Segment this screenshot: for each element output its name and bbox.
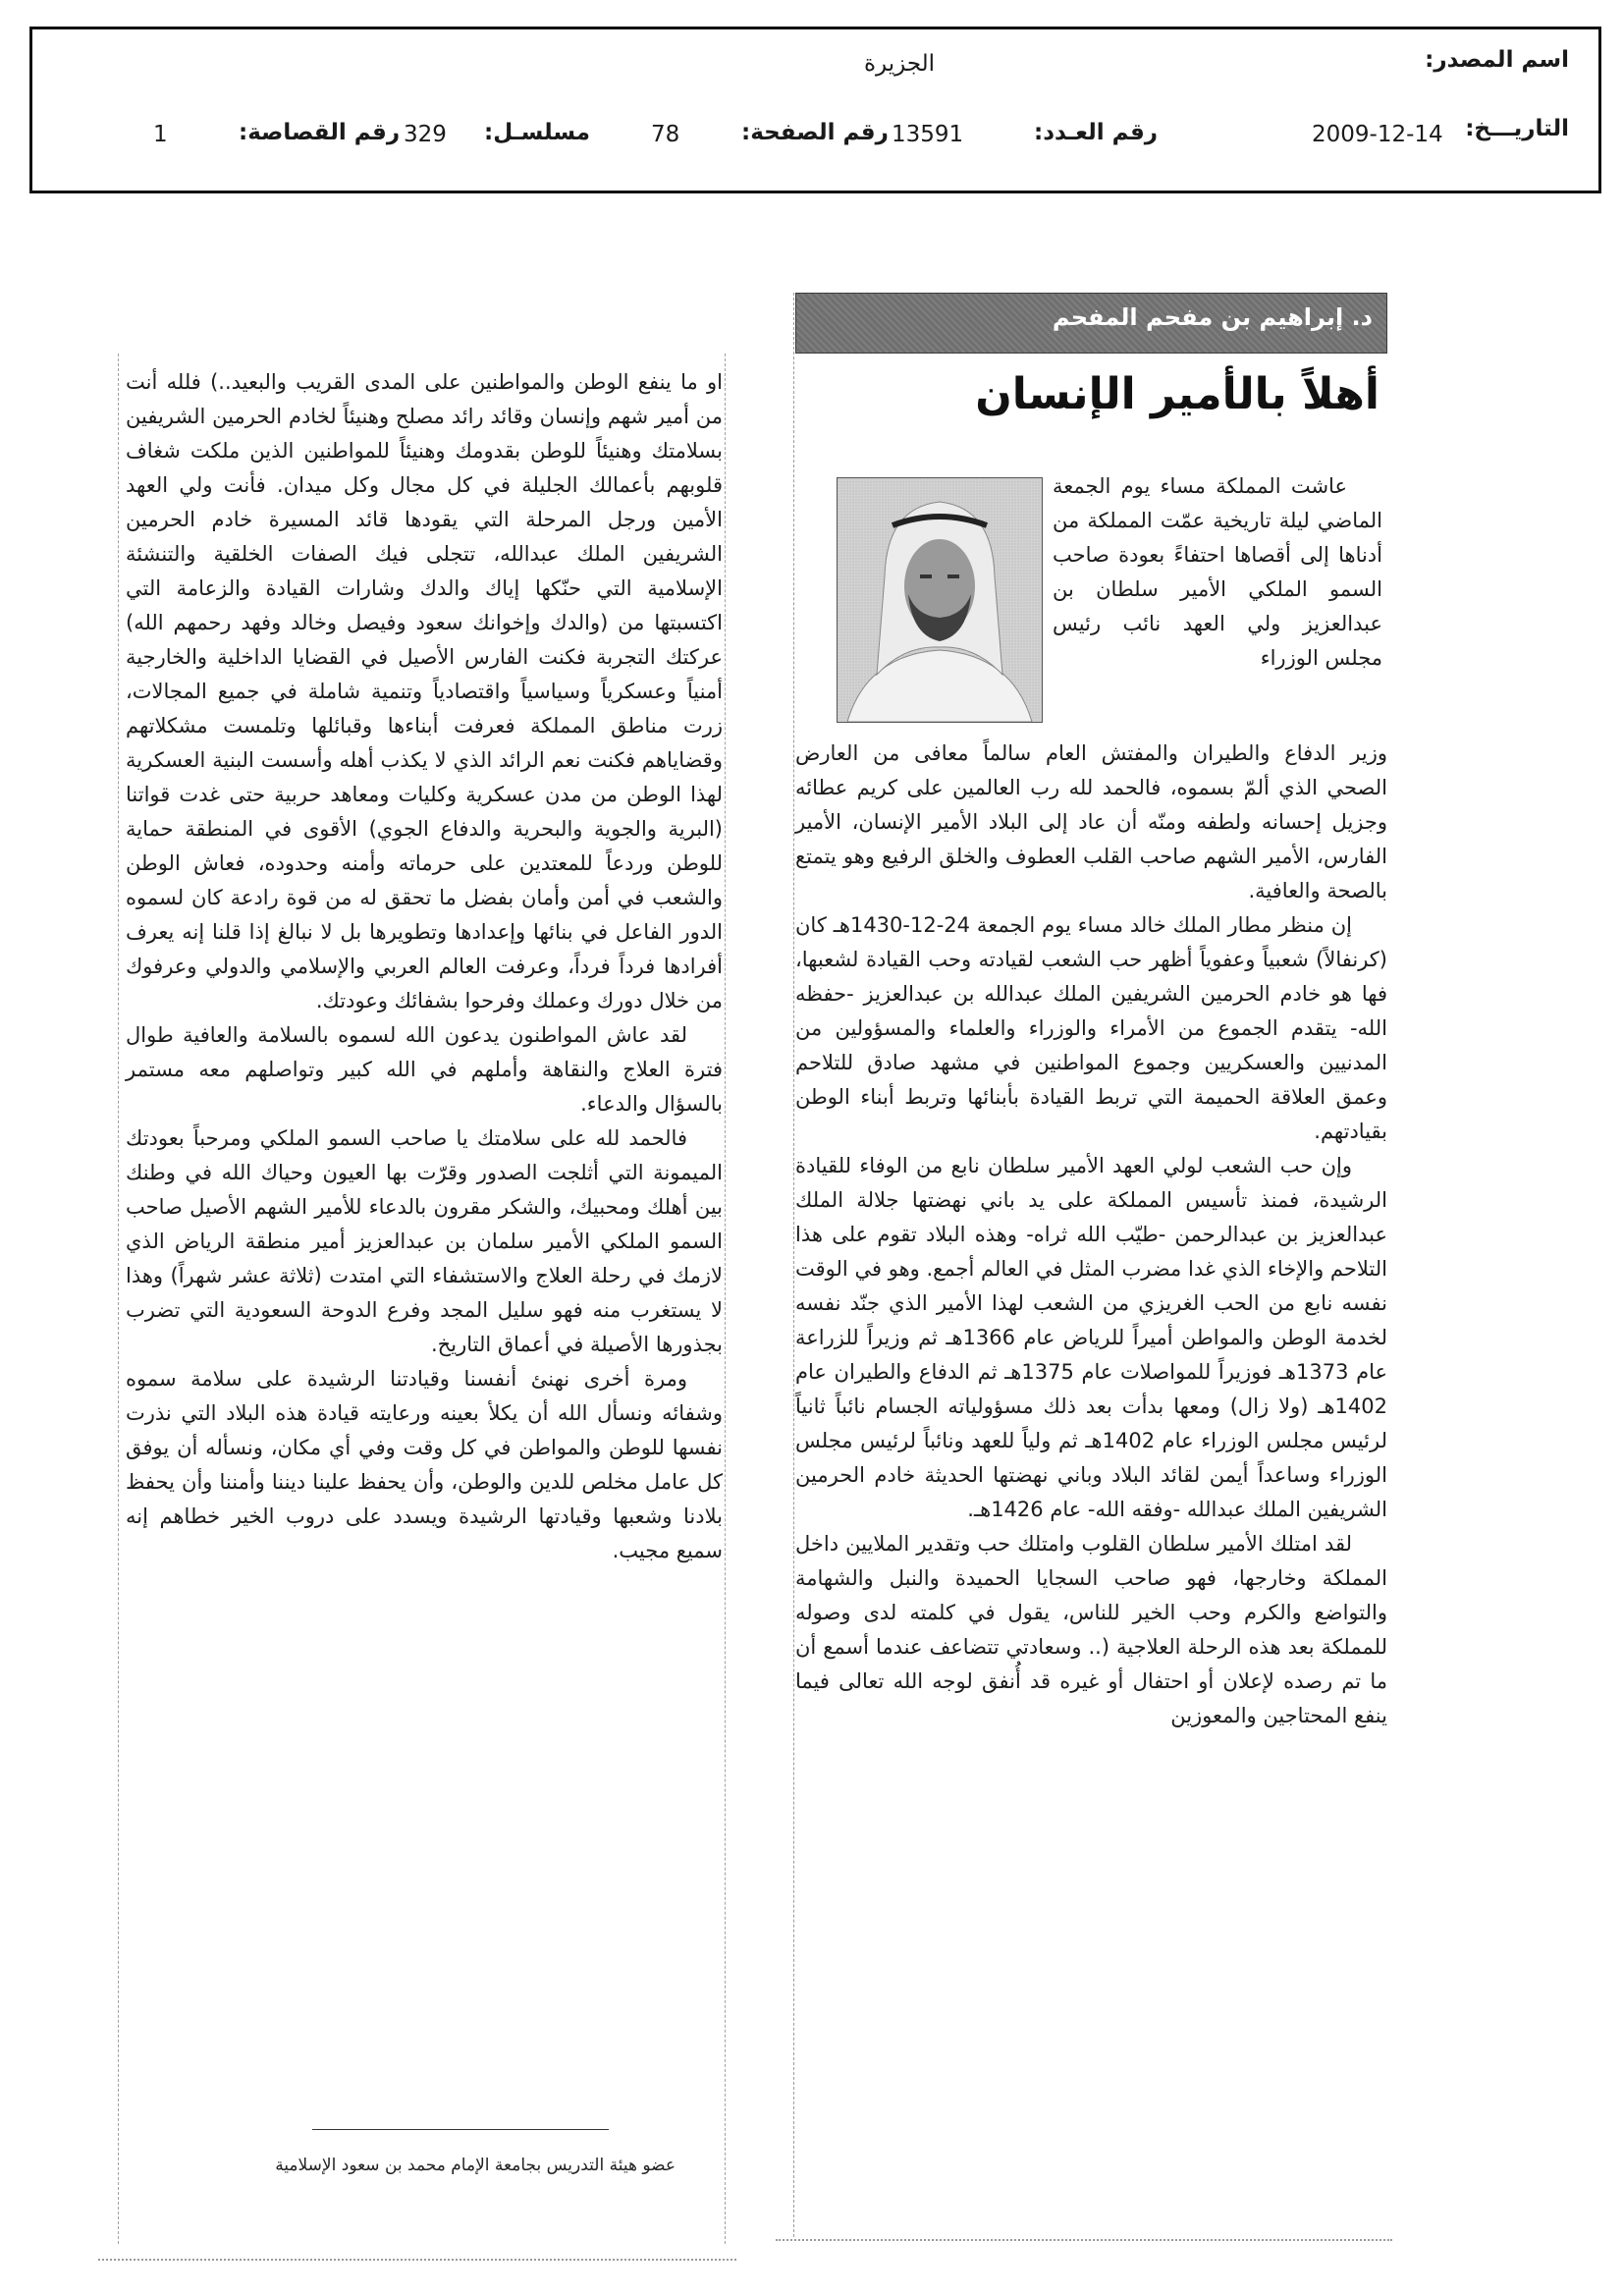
article-right-column [795, 293, 1387, 2232]
column-divider [725, 354, 727, 2244]
date-label: التاريـــخ: [1465, 116, 1569, 141]
paragraph: ومرة أخرى نهنئ أنفسنا وقيادتنا الرشيدة على سلامة سموه وشفائه ونسأل الله أن يكلأ بعينه ورعايته قيادة هذه البلاد التي نذرت نفسها للوطن والمواطن في كل وقت وفي أي مكان، ونسأله أن يوفق كل عامل مخلص للدين والوطن، وأن يحفظ علينا ديننا وأمننا وأن يحفظ بلادنا وشعبها وقيادتها الرشيدة ويسدد على دروب الخير خطاهم إنه سميع مجيب. [126, 1367, 723, 1562]
author-banner [795, 293, 1387, 354]
issue-value: 13591 [892, 122, 964, 147]
source-label: اسم المصدر: [1425, 47, 1569, 73]
clipping-value: 1 [153, 122, 168, 147]
issue-label: رقم العـدد: [1034, 120, 1158, 145]
signature-rule [312, 2129, 609, 2131]
paragraph: وزير الدفاع والطيران والمفتش العام سالماً معافى من العارض الصحي الذي ألمّ بسموه، فالحمد لله رب العالمين على كريم عطائه وجزيل إحسانه ولطفه ومنّه أن عاد إلى البلاد الأمير الإنسان، الأمير الفارس، الأمير الشهم صاحب القلب العطوف والخلق الرفيع وهو يتمتع بالصحة والعافية. [795, 741, 1387, 902]
column-bottom-rule [776, 2239, 1392, 2242]
author-portrait-icon [837, 477, 1043, 723]
paragraph: وإن حب الشعب لولي العهد الأمير سلطان نابع من الوفاء للقيادة الرشيدة، فمنذ تأسيس المملكة على يد باني نهضتها جلالة الملك عبدالعزيز بن عبدالرحمن -طيّب الله ثراه- وهذه البلاد تقوم على هذا التلاحم والإخاء الذي غدا مضرب المثل في العالم أجمع. وهو في الوقت نفسه نابع من الحب الغريزي من الشعب لهذا الأمير الذي جنّد نفسه لخدمة الوطن والمواطن أميراً للرياض عام 1366هـ ثم وزيراً للزراعة عام 1373هـ فوزيراً للمواصلات عام 1375هـ ثم الدفاع والطيران عام 1402هـ (ولا زال) ومعها بدأت بعد ذلك مسؤولياته الجسام نائباً ثانياً لرئيس مجلس الوزراء عام 1402هـ ثم ولياً للعهد ونائباً لرئيس مجلس الوزراء وساعداً أيمن لقائد البلاد وباني نهضتها الحديثة خادم الحرمين الشريفين الملك عبدالله -وفقه الله- عام 1426هـ. [795, 1154, 1388, 1521]
column-bottom-rule [98, 2259, 736, 2262]
intro-paragraph [1053, 469, 1382, 676]
serial-label: مسلسـل: [484, 120, 591, 145]
paragraph: إن منظر مطار الملك خالد مساء يوم الجمعة 24-12-1430هـ كان (كرنفالاً) شعبياً وعفوياً أظهر حب الشعب لقيادته وحب القيادة لشعبها، فها هو خادم الحرمين الشريفين الملك عبدالله بن عبدالعزيز -حفظه الله- يتقدم الجموع من الأمراء والوزراء والعلماء والمسؤولين من المدنيين والعسكريين وجموع المواطنين في مشهد صادق للتلاحم وعمق العلاقة الحميمة التي تربط القيادة بأبنائها وتربط أبناء الوطن بقيادتهم. [795, 913, 1387, 1143]
serial-value: 329 [404, 122, 447, 147]
paragraph: او ما ينفع الوطن والمواطنين على المدى القريب والبعيد..) فلله أنت من أمير شهم وإنسان وقائد رائد مصلح وهنيئاً لخادم الحرمين الشريفين بسلامتك وهنيئاً للوطن بقدومك وهنيئاً للمواطنين الذين ملكت شغاف قلوبهم بأعمالك الجليلة في كل مجال وكل ميدان. فأنت ولي العهد الأمين ورجل المرحلة التي يقودها قائد المسيرة خادم الحرمين الشريفين الملك عبدالله، تتجلى فيك الصفات الخلقية والتنشئة الإسلامية التي حنّكها إياك والدك وشارات القيادة والزعامة التي اكتسبتها من (والدك وإخوانك سعود وفيصل وخالد وفهد رحمهم الله) عركتك التجربة فكنت الفارس الأصيل في القضايا الداخلية والخارجية أمنياً وعسكرياً وسياسياً واقتصادياً وتنمية شاملة في جميع المجالات، زرت مناطق المملكة فعرفت أبناءها وقبائلها وتلمست مشكلاتهم وقضاياهم فكنت نعم الرائد الذي لا يكذب أهله وأسست البنية العسكرية لهذا الوطن من مدن عسكرية وكليات ومعاهد حربية حتى غدت قواتنا (البرية والجوية والبحرية والدفاع الجوي) الأقوى في المنطقة حماية للوطن وردعاً للمعتدين على حرماته وأمنه وحدوده، فعاش الوطن والشعب في أمن وأمان بفضل ما تحقق له من قوة رادعة كان لسموه الدور الفاعل في بنائها وإعدادها وتطويرها بل لا نبالغ إذا قلنا إنه يعرف أفرادها فرداً فرداً، وعرفت العالم العربي والإسلامي والدولي وعرفوك من خلال دورك وعملك وفرحوا بشفائك وعودتك. [126, 370, 723, 1012]
article-left-column [126, 365, 723, 1568]
author-name: د. إبراهيم بن مفحم المفحم [1052, 303, 1373, 331]
column-divider [118, 354, 120, 2244]
paragraph: لقد امتلك الأمير سلطان القلوب وامتلك حب وتقدير الملايين داخل المملكة وخارجها، فهو صاحب السجايا الحميدة والنبل والشهامة والتواضع والكرم وحب الخير للناس، يقول في كلمته لدى وصوله للمملكة بعد هذه الرحلة العلاجية (.. وسعادتي تتضاعف عندما أسمع أن ما تم رصده لإعلان أو احتفال أو غيره قد أُنفق لوجه الله تعالى فيما ينفع المحتاجين والمعوزين [795, 1532, 1387, 1727]
article-title: أهلاً بالأمير الإنسان [975, 369, 1380, 419]
clipping-label: رقم القصاصة: [239, 120, 401, 145]
right-column-body [795, 737, 1387, 1733]
page-value: 78 [651, 122, 680, 147]
paragraph: عاشت المملكة مساء يوم الجمعة الماضي ليلة تاريخية عمّت المملكة من أدناها إلى أقصاها احتفاءً بعودة صاحب السمو الملكي الأمير سلطان بن عبدالعزيز ولي العهد نائب رئيس مجلس الوزراء [1053, 474, 1382, 670]
page-label: رقم الصفحة: [741, 120, 889, 145]
date-value: 2009-12-14 [1312, 122, 1443, 147]
paragraph: فالحمد لله على سلامتك يا صاحب السمو الملكي ومرحباً بعودتك الميمونة التي أثلجت الصدور وقرّت بها العيون وحياك الله في وطنك بين أهلك ومحبيك، والشكر مقرون بالدعاء للأمير الشهم الأصيل صاحب السمو الملكي الأمير سلمان بن عبدالعزيز أمير منطقة الرياض الذي لازمك في رحلة العلاج والاستشفاء التي امتدت (ثلاثة عشر شهراً) وهذا لا يستغرب منه فهو سليل المجد وفرع الدوحة السعودية التي تضرب بجذورها الأصيلة في أعماق التاريخ. [126, 1126, 723, 1356]
author-affiliation: عضو هيئة التدريس بجامعة الإمام محمد بن سعود الإسلامية [275, 2156, 676, 2175]
paragraph: لقد عاش المواطنون يدعون الله لسموه بالسلامة والعافية طوال فترة العلاج والنقاهة وأملهم في الله كبير وتواصلهم معه مستمر بالسؤال والدعاء. [126, 1023, 723, 1116]
clipping-header [29, 27, 1601, 193]
source-value: الجزيرة [864, 51, 936, 77]
